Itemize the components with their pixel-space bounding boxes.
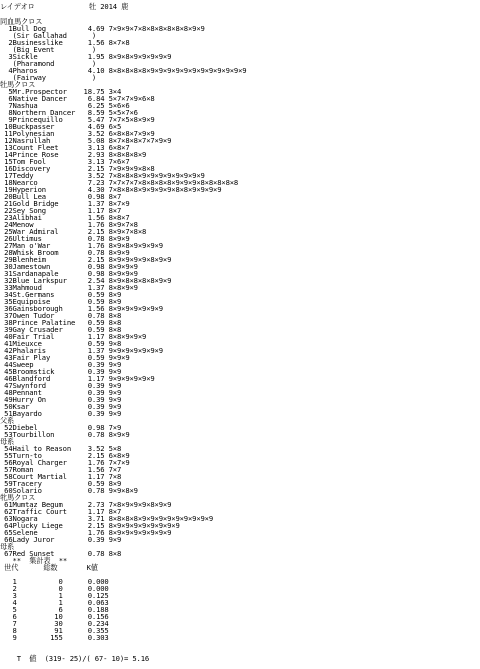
document-line: 10Buckpasser 4.69 6×5 — [0, 122, 122, 131]
document-line: 62Traffic Court 1.17 8×7 — [0, 507, 122, 516]
document-line: (Big Event ) — [0, 45, 97, 54]
document-line: ** 集計表 ** — [0, 556, 68, 565]
document-line: 14Prince Rose 2.93 8×8×8×8×9 — [0, 150, 147, 159]
document-line: 38Prince Palatine 0.59 8×8 — [0, 318, 122, 327]
document-line: 5Mr.Prospector 18.75 3×4 — [0, 87, 122, 96]
document-line: 母系 — [0, 542, 15, 551]
document-line: 17Teddy 3.52 7×8×8×8×9×9×9×9×9×9×9×9 — [0, 171, 205, 180]
document-line: 19Hyperion 4.30 7×8×8×8×9×9×9×9×8×8×9×9×9×9 — [0, 185, 222, 194]
document-line: 18Nearco 7.23 7×7×7×7×8×8×8×8×9×9×9×8×8×8×8×8 — [0, 178, 239, 187]
document-line: 1Bull Dog 4.69 7×9×9×7×8×8×8×8×8×8×9×9 — [0, 24, 205, 33]
document-line: 54Hail to Reason 3.52 5×8 — [0, 444, 122, 453]
document-line: 46Blandford 1.17 9×9×9×9×9×9 — [0, 374, 155, 383]
document-line: 44Sweep 0.39 9×9 — [0, 360, 122, 369]
document-line: 世代 総数 K値 — [0, 563, 98, 572]
document-line: 32Blue Larkspur 2.54 8×9×8×8×8×8×9×9 — [0, 276, 172, 285]
document-line: 3 1 0.125 — [0, 591, 109, 600]
document-line: 59Tracery 0.59 8×9 — [0, 479, 122, 488]
document-line: 22Sey Song 1.17 8×7 — [0, 206, 122, 215]
document-line: 29Blenheim 2.15 8×9×9×9×9×8×9×9 — [0, 255, 172, 264]
document-line: 27Man o'War 1.76 8×9×8×9×9×9×9 — [0, 241, 163, 250]
document-line: 65Selene 1.76 8×9×9×9×9×9×9×9 — [0, 528, 172, 537]
document-line: 57Roman 1.56 7×7 — [0, 465, 122, 474]
document-line: 21Gold Bridge 1.37 8×7×9 — [0, 199, 130, 208]
document-line: 67Red Sunset 0.78 8×8 — [0, 549, 122, 558]
document-line: 51Bayardo 0.39 9×9 — [0, 409, 122, 418]
document-line: 49Hurry On 0.39 9×9 — [0, 395, 122, 404]
document-line: 7 30 0.234 — [0, 619, 109, 628]
document-line: 父系 — [0, 416, 15, 425]
document-line: (Pharamond ) — [0, 59, 97, 68]
document-line: T 値 (319- 25)/( 67- 10)= 5.16 — [0, 654, 150, 663]
document-header — [0, 3, 128, 11]
document-line: 60Solario 0.78 9×9×8×9 — [0, 486, 138, 495]
document-line: 4 1 0.063 — [0, 598, 109, 607]
document-line: (Fairway ) — [0, 73, 97, 82]
document-line: 63Nogara 3.71 8×8×8×8×9×9×9×9×9×9×9×9×9 — [0, 514, 214, 523]
document-line: 50Ksar 0.39 9×9 — [0, 402, 122, 411]
document-line: 7Nashua 6.25 5×6×6 — [0, 101, 130, 110]
document-line: 8Northern Dancer 8.59 5×5×7×6 — [0, 108, 138, 117]
document-line: 37Owen Tudor 0.78 8×8 — [0, 311, 122, 320]
document-line: 28Whisk Broom 0.78 8×9×9 — [0, 248, 130, 257]
document-line: 6Native Dancer 6.84 5×7×7×9×6×8 — [0, 94, 155, 103]
document-line: 35Equipoise 0.59 8×9 — [0, 297, 122, 306]
document-line: 20Bull Lea 0.98 8×7 — [0, 192, 122, 201]
document-line: 36Gainsborough 1.56 8×9×9×9×9×9×9 — [0, 304, 163, 313]
document-line: 1 0 0.000 — [0, 577, 109, 586]
document-line: 39Gay Crusader 0.59 8×8 — [0, 325, 122, 334]
document-line: 母系 — [0, 437, 15, 446]
document-line: 61Mumtaz Begum 2.73 7×8×9×9×9×8×9×9 — [0, 500, 172, 509]
horse-info: 牡 2014 鹿 — [89, 2, 129, 11]
document-line: 11Polynesian 3.52 6×8×8×7×9×9 — [0, 129, 155, 138]
document-line: 30Jamestown 0.98 8×9×9×9 — [0, 262, 138, 271]
document-line: 31Sardanapale 0.98 8×9×9×9 — [0, 269, 138, 278]
document-line: 41Mieuxce 0.59 9×8 — [0, 339, 122, 348]
document-line: 43Fair Play 0.59 9×9×9 — [0, 353, 130, 362]
document-line: 45Broomstick 0.39 9×9 — [0, 367, 122, 376]
document-line: 15Tom Fool 3.13 7×6×7 — [0, 157, 130, 166]
document-line: 2Businesslike 1.56 8×7×8 — [0, 38, 130, 47]
document-line: 13Count Fleet 3.13 6×8×7 — [0, 143, 130, 152]
document-line: (Sir Gallahad ) — [0, 31, 97, 40]
document-line: 48Pennant 0.39 9×9 — [0, 388, 122, 397]
document-line: 52Diebel 0.98 7×9 — [0, 423, 122, 432]
document-line: 58Court Martial 1.17 7×8 — [0, 472, 122, 481]
document-line: 9Princequillo 5.47 7×7×5×8×9×9 — [0, 115, 155, 124]
document-line: 26Ultimus 0.78 8×9×9 — [0, 234, 130, 243]
document-line: 42Phalaris 1.37 9×9×9×9×9×9×9 — [0, 346, 163, 355]
document-line: 同血馬クロス — [0, 17, 43, 26]
document-line: 牡馬クロス — [0, 80, 36, 89]
document-line: 12Nasrullah 5.08 8×7×8×8×7×7×9×9 — [0, 136, 172, 145]
document-line: 3Sickle 1.95 8×9×8×9×9×9×9×9 — [0, 52, 172, 61]
document-line: 4Pharos 4.10 8×8×8×8×8×9×9×9×9×9×9×9×9×9×9×9×9 — [0, 66, 247, 75]
document-line: 9 155 0.303 — [0, 633, 109, 642]
document-line: 40Fair Trial 1.17 8×8×9×9×9 — [0, 332, 147, 341]
document-line: 24Menow 1.76 8×9×7×8 — [0, 220, 138, 229]
document-line: 23Alibhai 1.56 8×8×7 — [0, 213, 130, 222]
document-line: 47Swynford 0.39 9×9 — [0, 381, 122, 390]
document-line: 55Turn-to 2.15 6×8×9 — [0, 451, 130, 460]
document-line: 56Royal Charger 1.76 7×7×9 — [0, 458, 130, 467]
document-line: 5 6 0.188 — [0, 605, 109, 614]
document-line: 16Discovery 2.15 7×9×9×9×8×8 — [0, 164, 155, 173]
document-line: 64Plucky Liege 2.15 8×9×9×9×9×9×9×9×9 — [0, 521, 180, 530]
document-line: 2 0 0.000 — [0, 584, 109, 593]
document-line: 8 91 0.355 — [0, 626, 109, 635]
document-line: 33Mahmoud 1.37 8×8×9×9 — [0, 283, 138, 292]
horse-name: レイデオロ — [0, 2, 35, 11]
document-line: 53Tourbillon 0.78 8×9×9 — [0, 430, 130, 439]
document-line: 34St.Germans 0.59 8×9 — [0, 290, 122, 299]
document-line: 6 10 0.156 — [0, 612, 109, 621]
document-line: 牝馬クロス — [0, 493, 36, 502]
document-line: 66Lady Juror 0.39 9×9 — [0, 535, 122, 544]
document-line: 25War Admiral 2.15 8×9×7×8×8 — [0, 227, 147, 236]
